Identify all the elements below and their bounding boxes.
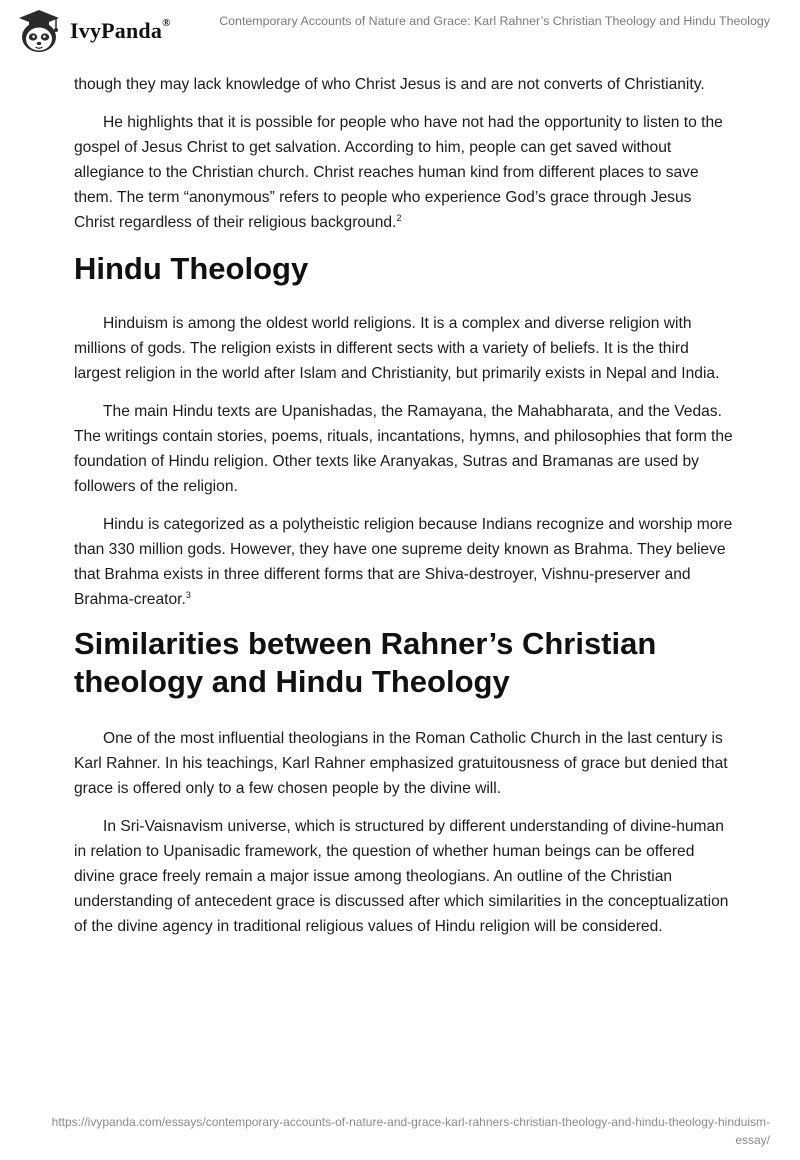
essay-body: [74, 72, 734, 952]
paragraph-continued: though they may lack knowledge of who Christ Jesus is and are not converts of Christianity.: [74, 76, 705, 93]
logo[interactable]: [14, 6, 171, 56]
section-heading-hindu-theology: Hindu Theology: [74, 251, 309, 286]
paragraph: He highlights that it is possible for people who have not had the opportunity to listen to the gospel of Jesus Christ to get salvation. According to him, people can get saved without allegiance to the Christian church. Christ reaches human kind from different places to save them. The term “anonymous” refers to people who experience God’s grace through Jesus Christ regardless of their religious background.$^2$: [74, 114, 723, 231]
paragraph: In Sri-Vaisnavism universe, which is structured by different understanding of divine-human in relation to Upanisadic framework, the question of whether human beings can be offered divine grace freely remain a major issue among theologians. An outline of the Christian understanding of antecedent grace is discussed after which similarities in the conceptualization of the divine agency in traditional religious values of Hindu religion will be considered.: [74, 818, 729, 935]
paragraph: Hindu is categorized as a polytheistic religion because Indians recognize and worship more than 330 million gods. However, they have one supreme deity known as Brahma. They believe that Brahma exists in three different forms that are Shiva-destroyer, Vishnu-preserver and Brahma-creator.$^3$: [74, 516, 733, 608]
footnote-ref: 2: [396, 212, 402, 223]
panda-logo-icon: [14, 6, 64, 56]
paragraph: Hinduism is among the oldest world religions. It is a complex and diverse religion with millions of gods. The religion exists in different sects with a variety of beliefs. It is the third largest religion in the world after Islam and Christianity, but primarily exists in Nepal and India.: [74, 315, 720, 382]
source-url[interactable]: https://ivypanda.com/essays/contemporary-accounts-of-nature-and-grace-karl-rahners-christian-theology-and-hindu-theology-hinduism-essay/: [51, 1115, 770, 1147]
document-title: Contemporary Accounts of Nature and Grace: Karl Rahner’s Christian Theology and Hindu Theology: [219, 14, 770, 28]
paragraph: One of the most influential theologians in the Roman Catholic Church in the last century is Karl Rahner. In his teachings, Karl Rahner emphasized gratuitousness of grace but denied that grace is offered only to a few chosen people by the divine will.: [74, 730, 728, 797]
paragraph: The main Hindu texts are Upanishadas, the Ramayana, the Mahabharata, and the Vedas. The writings contain stories, poems, rituals, incantations, hymns, and philosophies that form the foundation of Hindu religion. Other texts like Aranyakas, Sutras and Bramanas are used by followers of the religion.: [74, 403, 733, 495]
footnote-ref: 3: [185, 589, 191, 600]
logo-wordmark: IvyPanda®: [70, 16, 171, 43]
section-heading-similarities: Similarities between Rahner’s Christian theology and Hindu Theology: [74, 626, 657, 699]
